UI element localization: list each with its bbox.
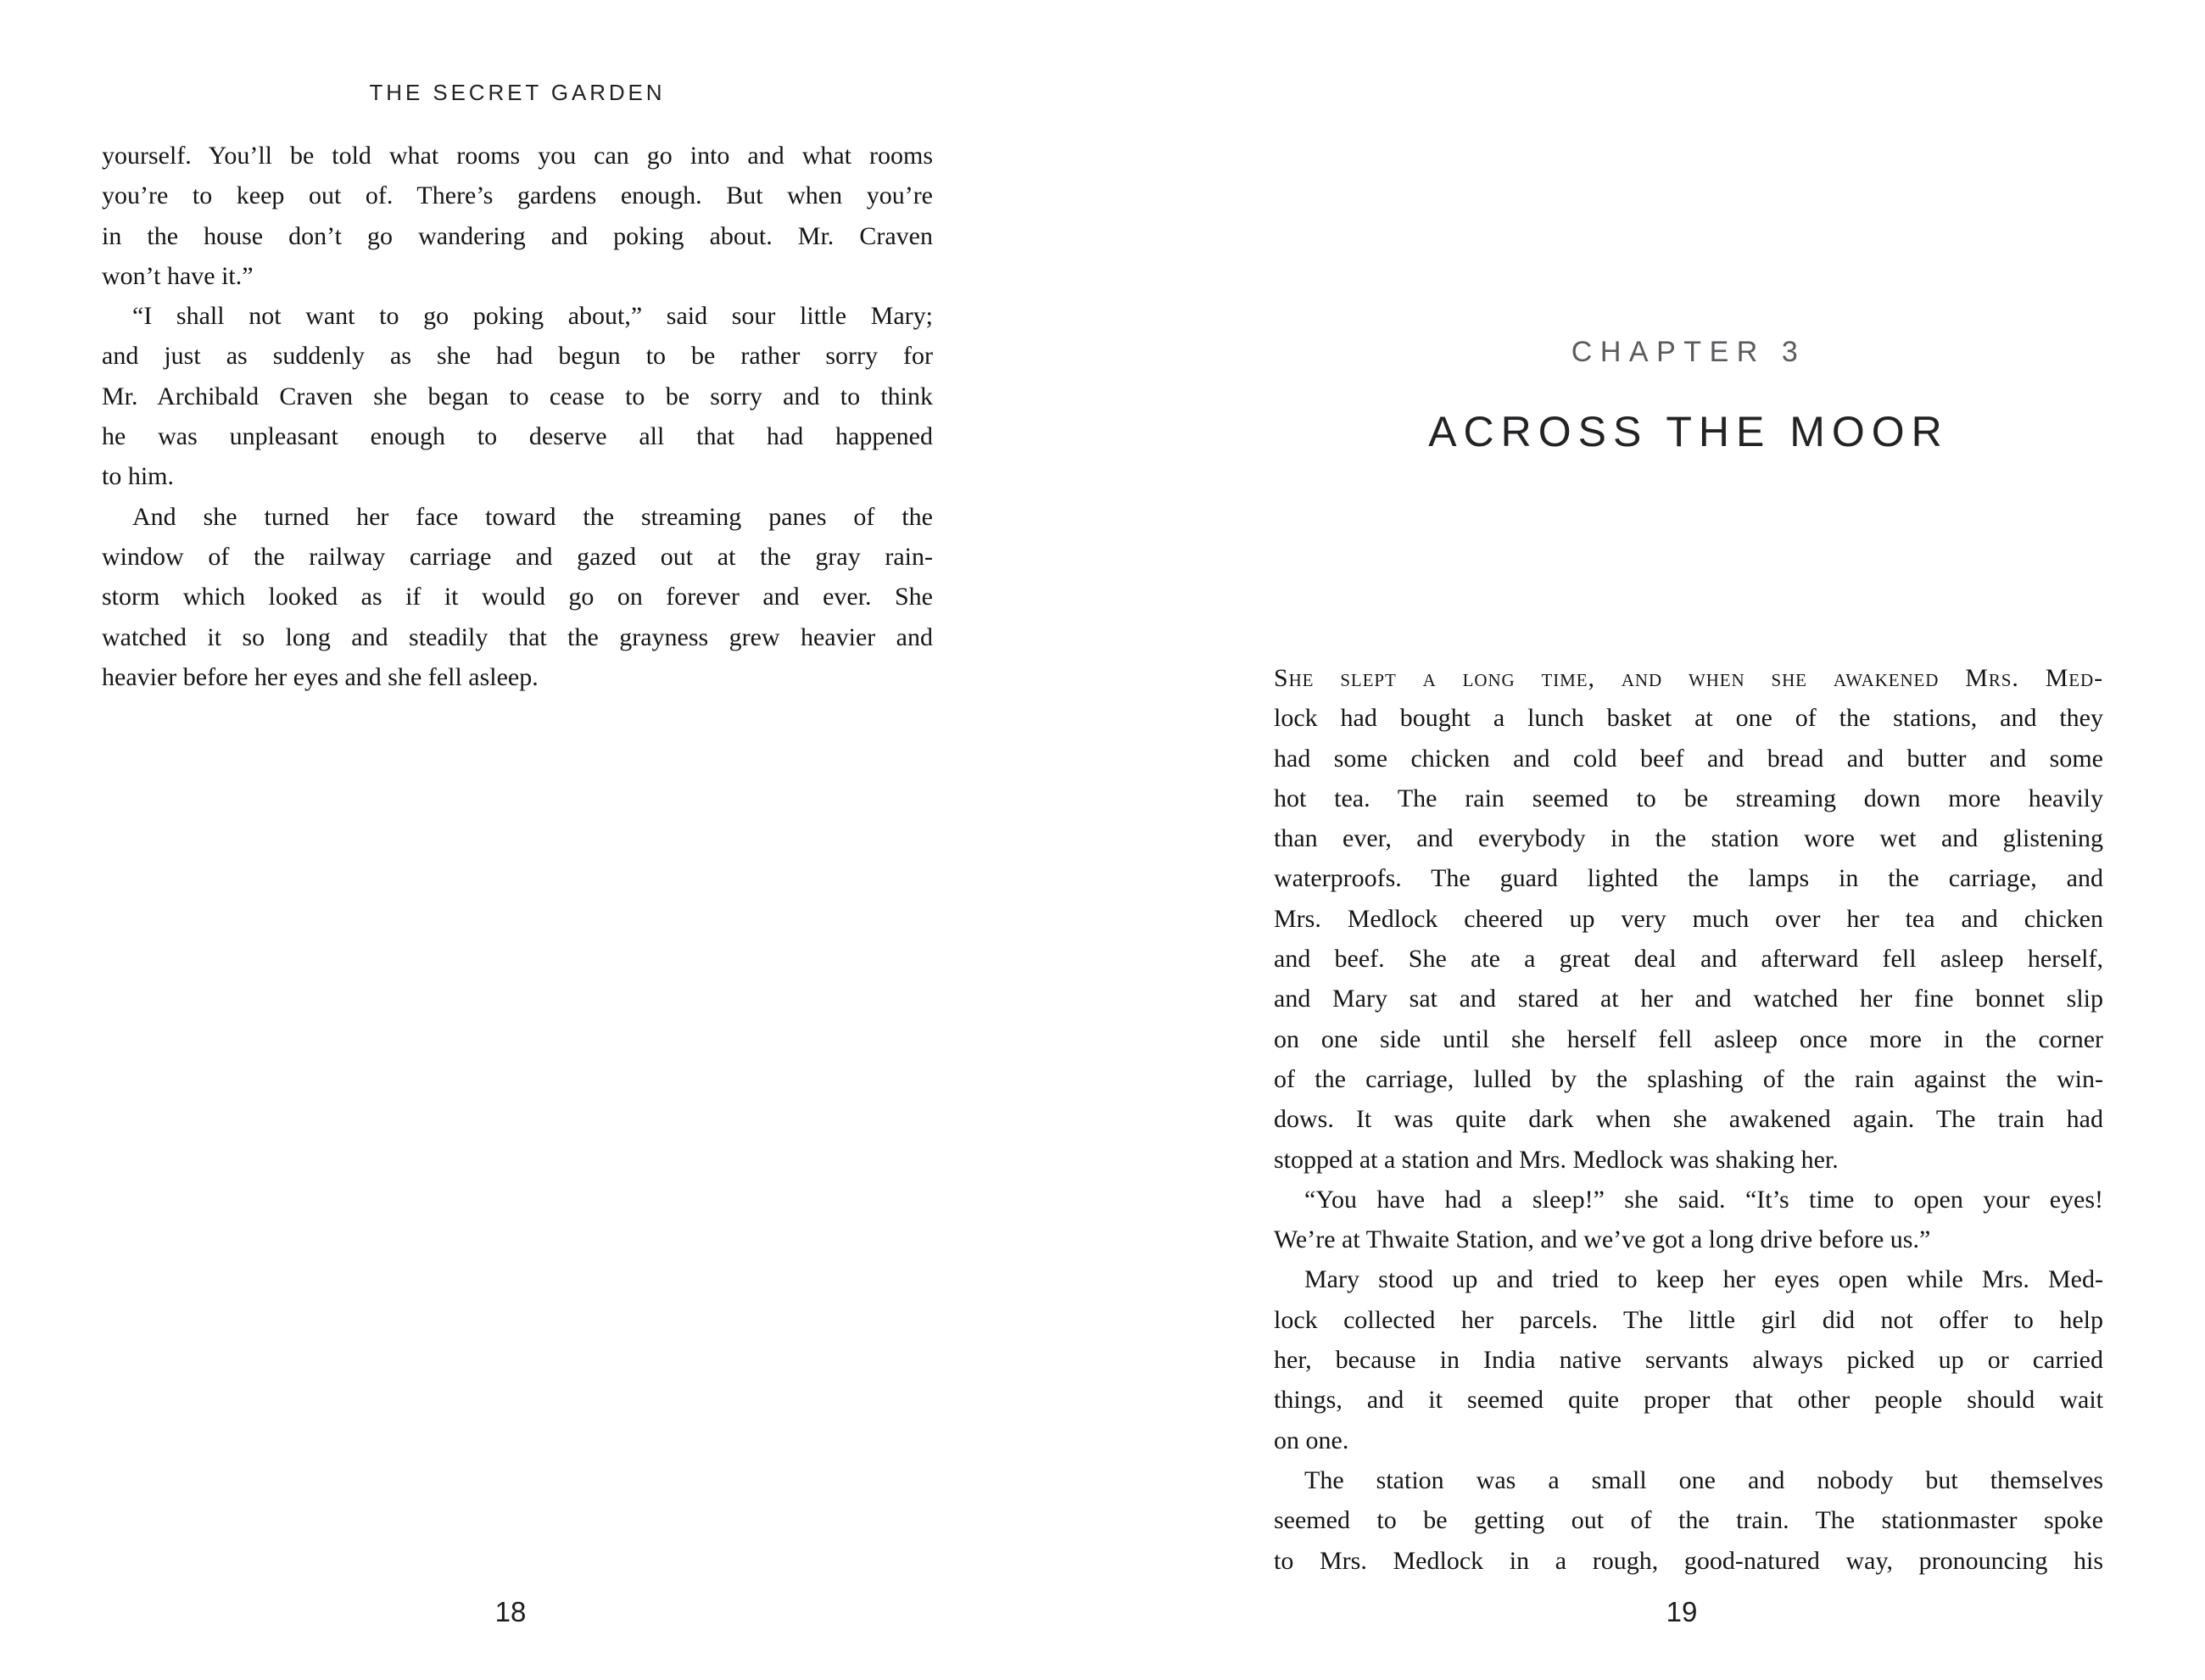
text-line: on one. xyxy=(1274,1426,1349,1454)
text-line: on one side until she herself fell asleep once more in the corner xyxy=(1274,1024,2103,1053)
text-line: lock had bought a lunch basket at one of the stations, and they xyxy=(1274,704,2103,733)
text-line: to him. xyxy=(102,462,175,491)
text-line: you’re to keep out of. There’s gardens enough. But when you’re xyxy=(102,181,933,210)
text-line: than ever, and everybody in the station wore wet and glistening xyxy=(1274,824,2103,853)
text-line: She slept a long time, and when she awakened Mrs. Med- xyxy=(1274,664,2103,692)
text-line: dows. It was quite dark when she awakened again. The train had xyxy=(1274,1105,2103,1134)
text-line: had some chicken and cold beef and bread and butter and some xyxy=(1274,744,2103,773)
right-page-number: 19 xyxy=(1666,1596,1698,1627)
text-line: things, and it seemed quite proper that other people should wait xyxy=(1274,1386,2103,1415)
text-line: and beef. She ate a great deal and afterward fell asleep herself, xyxy=(1274,945,2103,974)
text-line: watched it so long and steadily that the grayness grew heavier and xyxy=(102,622,933,651)
left-page-number: 18 xyxy=(494,1596,527,1627)
text-line: in the house don’t go wandering and poking about. Mr. Craven xyxy=(102,221,933,250)
text-line: window of the railway carriage and gazed out at the gray rain- xyxy=(102,542,933,571)
text-line: hot tea. The rain seemed to be streaming down more heavily xyxy=(1274,784,2103,812)
text-line: seemed to be getting out of the train. The stationmaster spoke xyxy=(1274,1506,2103,1535)
text-line: heavier before her eyes and she fell asleep. xyxy=(102,662,539,691)
text-line: he was unpleasant enough to deserve all that had happened xyxy=(102,422,933,451)
text-line: to Mrs. Medlock in a rough, good-natured way, pronouncing his xyxy=(1274,1546,2103,1575)
right-page-body xyxy=(1274,658,2103,1581)
text-line: and just as suddenly as she had begun to be rather sorry for xyxy=(102,342,933,371)
text-line: waterproofs. The guard lighted the lamps in the carriage, and xyxy=(1274,864,2103,893)
text-line: her, because in India native servants always picked up or carried xyxy=(1274,1346,2103,1375)
right-page xyxy=(1274,0,2103,1680)
text-line: “I shall not want to go poking about,” said sour little Mary; xyxy=(132,302,933,331)
text-line: yourself. You’ll be told what rooms you can go into and what rooms xyxy=(102,142,933,170)
text-line: And she turned her face toward the streaming panes of the xyxy=(132,502,933,531)
text-line: The station was a small one and nobody but themselves xyxy=(1304,1465,2103,1494)
text-line: and Mary sat and stared at her and watched her fine bonnet slip xyxy=(1274,985,2103,1013)
text-line: lock collected her parcels. The little girl did not offer to help xyxy=(1274,1305,2103,1334)
chapter-title: ACROSS THE MOOR xyxy=(1428,408,1949,455)
left-page-body xyxy=(102,136,933,697)
text-line: stopped at a station and Mrs. Medlock was shaking her. xyxy=(1274,1145,1839,1174)
text-line: Mr. Archibald Craven she began to cease to be sorry and to think xyxy=(102,382,933,410)
text-line: Mrs. Medlock cheered up very much over her tea and chicken xyxy=(1274,904,2103,933)
text-line: storm which looked as if it would go on forever and ever. She xyxy=(102,583,933,611)
text-line: won’t have it.” xyxy=(102,261,254,290)
chapter-label: CHAPTER 3 xyxy=(1571,336,1806,368)
left-page xyxy=(102,0,933,1680)
text-line: We’re at Thwaite Station, and we’ve got a long drive before us.” xyxy=(1274,1225,1931,1254)
text-line: “You have had a sleep!” she said. “It’s time to open your eyes! xyxy=(1304,1185,2103,1214)
running-head: THE SECRET GARDEN xyxy=(369,80,666,105)
text-line: Mary stood up and tried to keep her eyes open while Mrs. Med- xyxy=(1304,1265,2103,1294)
text-line: of the carriage, lulled by the splashing of the rain against the win- xyxy=(1274,1064,2103,1093)
